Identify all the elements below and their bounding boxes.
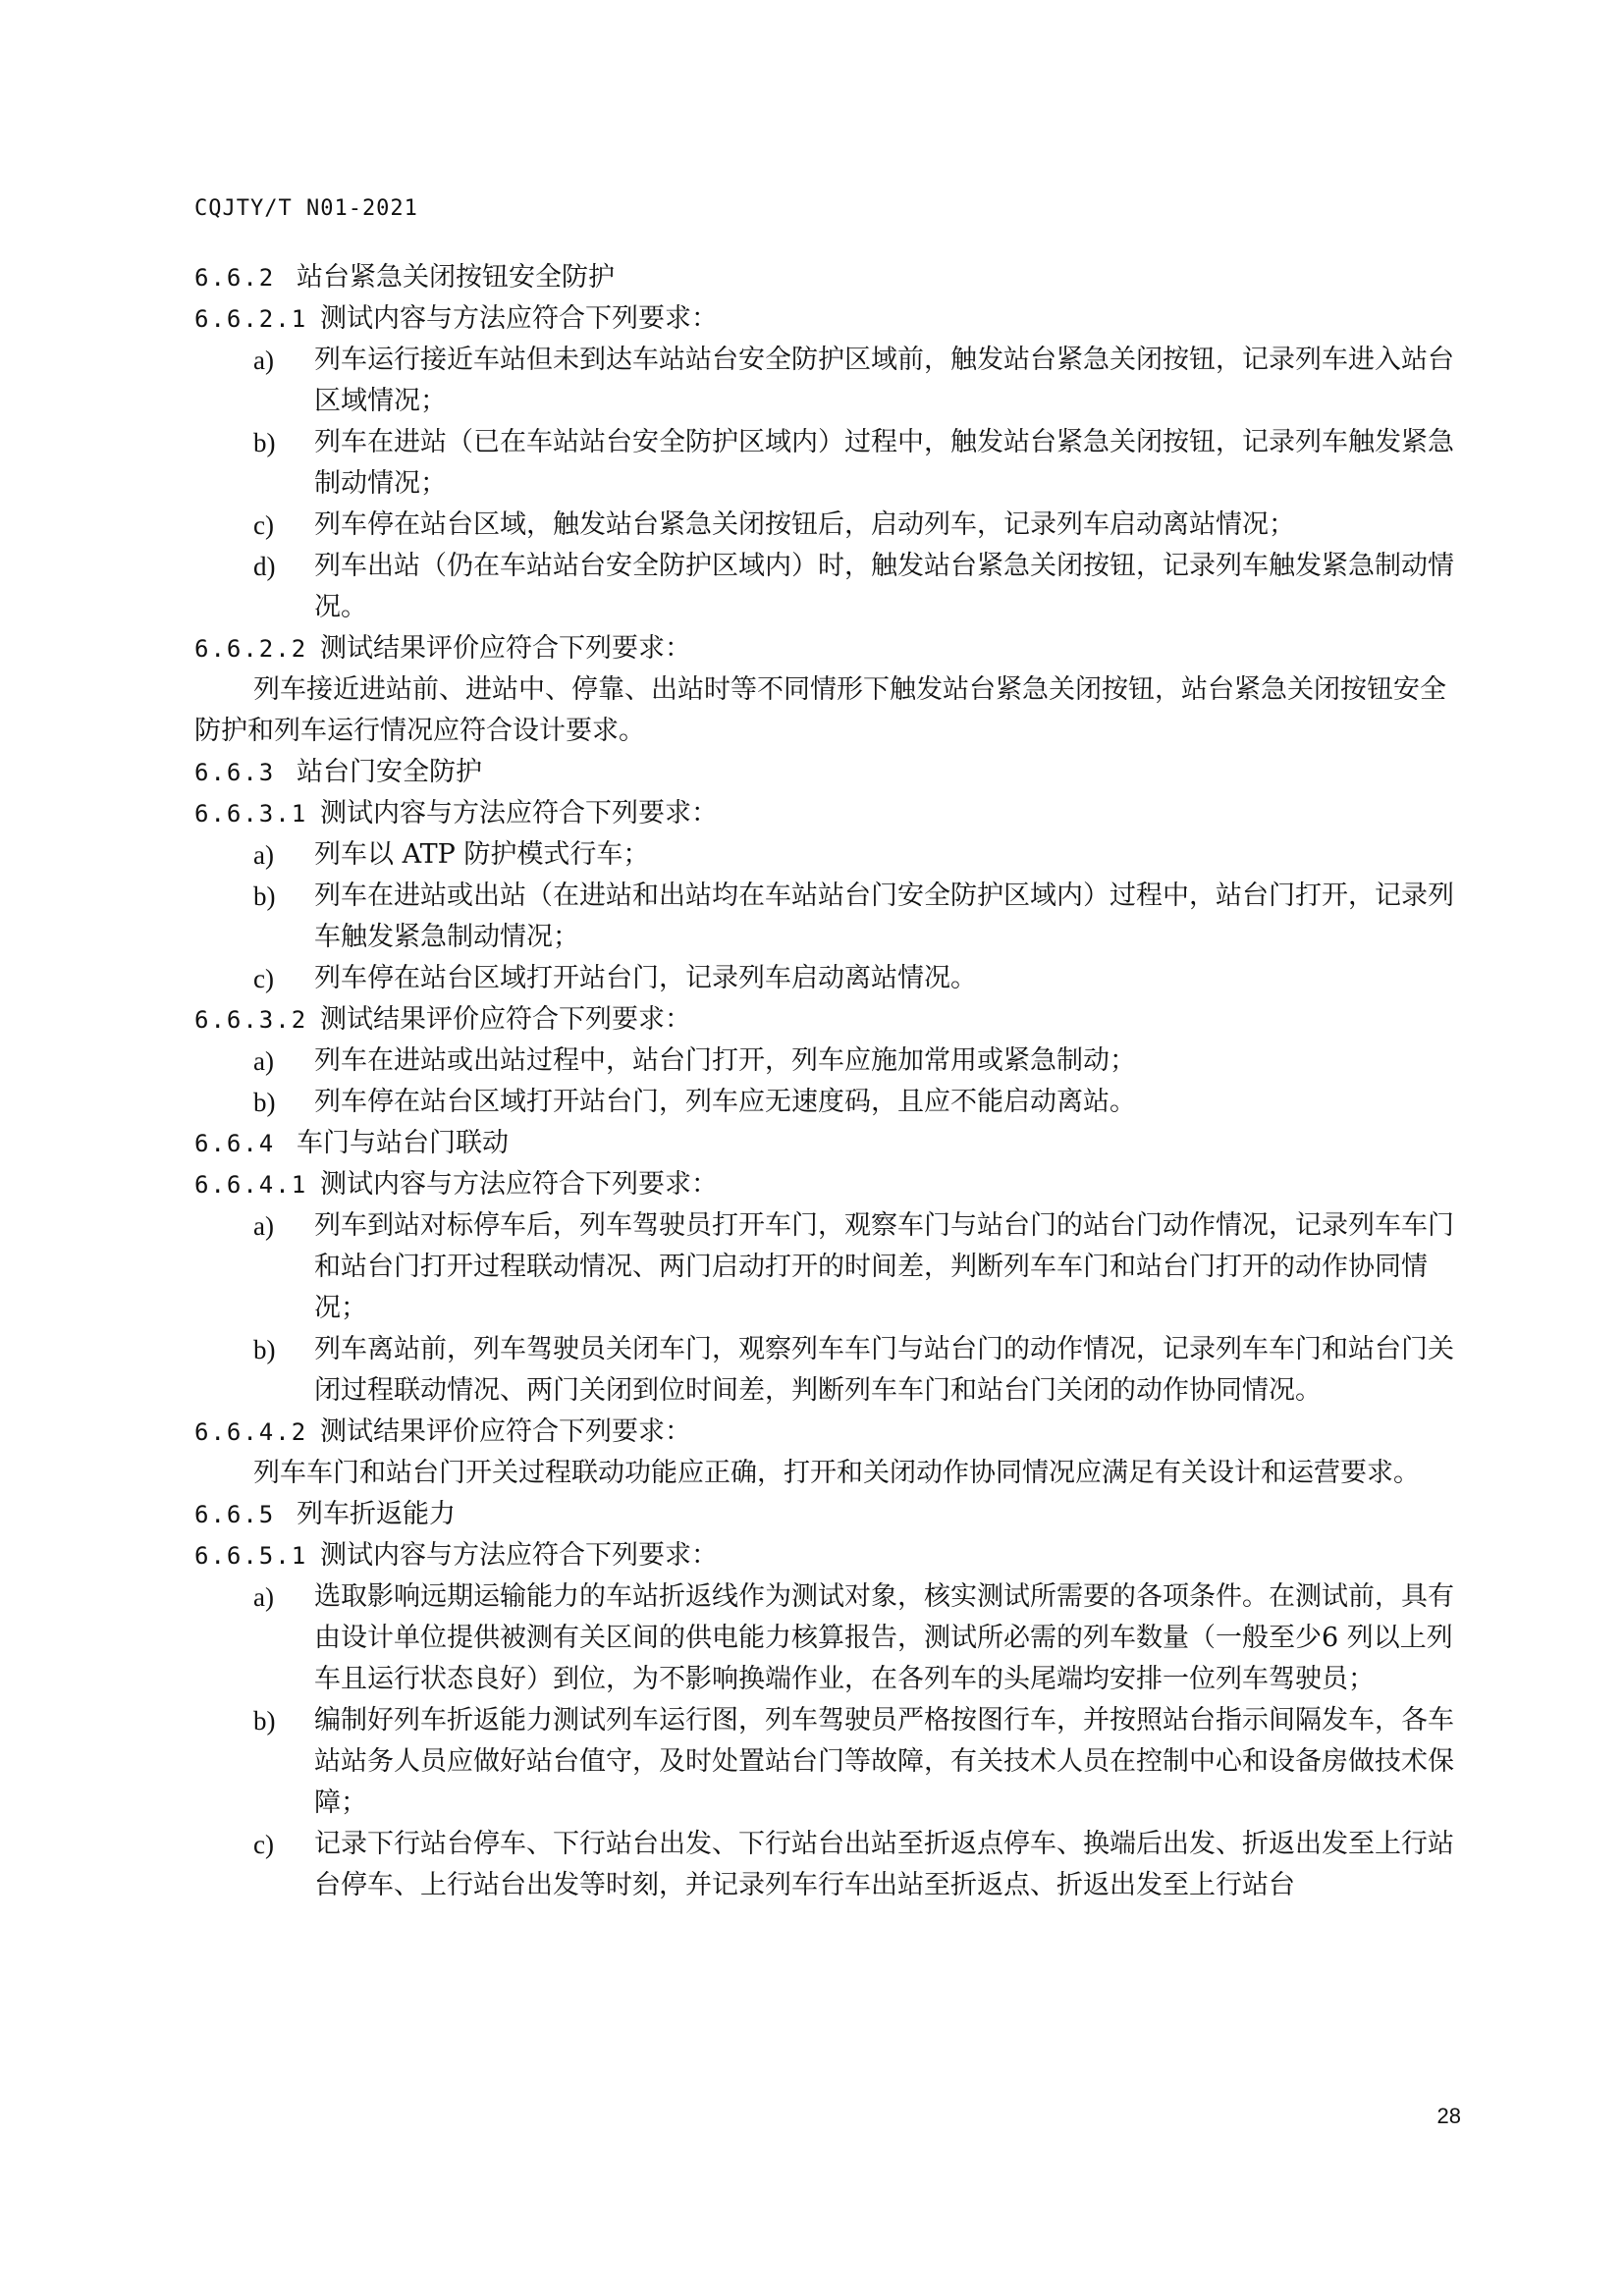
- list-marker: a): [253, 1211, 274, 1241]
- list-text: 列车在进站或出站过程中，站台门打开，列车应施加常用或紧急制动；: [314, 1045, 1136, 1076]
- section-title: 站台门安全防护: [297, 757, 482, 787]
- clause-number: 6.6.2.1: [194, 305, 308, 333]
- list-item: [194, 422, 1461, 505]
- clause-heading: [194, 628, 1461, 669]
- list-item: [194, 958, 1461, 999]
- clause-heading: [194, 793, 1461, 834]
- list-item: [194, 1700, 1461, 1824]
- clause-title: 测试结果评价应符合下列要求：: [320, 633, 691, 664]
- section-heading: [194, 1494, 1461, 1535]
- list-marker: c): [253, 510, 274, 540]
- list-text: 列车离站前，列车驾驶员关闭车门，观察列车车门与站台门的动作情况，记录列车车门和站台门关闭过程联动情况、两门关闭到位时间差，判断列车车门和站台门关闭的动作协同情况。: [314, 1334, 1454, 1406]
- list-marker: c): [253, 964, 274, 993]
- list-item: [194, 505, 1461, 546]
- section-number: 6.6.5: [194, 1501, 276, 1528]
- list-item: [194, 1824, 1461, 1906]
- clause-heading: [194, 1164, 1461, 1205]
- list-marker: b): [253, 1335, 276, 1364]
- list-marker: b): [253, 1706, 276, 1735]
- clause-heading: [194, 999, 1461, 1041]
- list-marker: a): [253, 1582, 274, 1612]
- list-marker: a): [253, 840, 274, 870]
- list-marker: a): [253, 346, 274, 375]
- list-marker: d): [253, 552, 276, 581]
- list-marker: a): [253, 1046, 274, 1076]
- list-text: 编制好列车折返能力测试列车运行图，列车驾驶员严格按图行车，并按照站台指示间隔发车，各车站站务人员应做好站台值守，及时处置站台门等故障，有关技术人员在控制中心和设备房做技术保障；: [314, 1705, 1454, 1818]
- document-code: CQJTY/T N01-2021: [194, 196, 418, 221]
- document-body: [194, 257, 1461, 1906]
- list-text: 列车以 ATP 防护模式行车；: [314, 839, 650, 870]
- clause-number: 6.6.4.1: [194, 1171, 308, 1199]
- list-item: [194, 1576, 1461, 1700]
- section-number: 6.6.2: [194, 264, 276, 292]
- list-text: 列车停在站台区域打开站台门，记录列车启动离站情况。: [314, 963, 977, 993]
- section-heading: [194, 257, 1461, 298]
- clause-title: 测试内容与方法应符合下列要求：: [320, 303, 718, 334]
- section-number: 6.6.3: [194, 759, 276, 786]
- list-item: [194, 546, 1461, 628]
- clause-title: 测试内容与方法应符合下列要求：: [320, 1169, 718, 1200]
- list-marker: b): [253, 428, 276, 457]
- list-text: 列车停在站台区域打开站台门，列车应无速度码，且应不能启动离站。: [314, 1087, 1136, 1117]
- list-text: 列车出站（仍在车站站台安全防护区域内）时，触发站台紧急关闭按钮，记录列车触发紧急制动情况。: [314, 551, 1454, 622]
- list-item: [194, 876, 1461, 958]
- body-paragraph: 列车接近进站前、进站中、停靠、出站时等不同情形下触发站台紧急关闭按钮，站台紧急关闭按钮安全防护和列车运行情况应符合设计要求。: [194, 674, 1446, 746]
- clause-number: 6.6.4.2: [194, 1418, 308, 1446]
- body-paragraph: 列车车门和站台门开关过程联动功能应正确，打开和关闭动作协同情况应满足有关设计和运营要求。: [253, 1458, 1420, 1488]
- list-item: [194, 1329, 1461, 1412]
- clause-heading: [194, 1412, 1461, 1453]
- page-number: 28: [1436, 2104, 1461, 2128]
- clause-number: 6.6.3.2: [194, 1006, 308, 1034]
- clause-title: 测试内容与方法应符合下列要求：: [320, 798, 718, 828]
- clause-number: 6.6.5.1: [194, 1542, 308, 1570]
- list-text: 列车在进站或出站（在进站和出站均在车站站台门安全防护区域内）过程中，站台门打开，记录列车触发紧急制动情况；: [314, 881, 1454, 952]
- clause-number: 6.6.2.2: [194, 635, 308, 663]
- clause-number: 6.6.3.1: [194, 800, 308, 828]
- list-text: 列车运行接近车站但未到达车站站台安全防护区域前，触发站台紧急关闭按钮，记录列车进入站台区域情况；: [314, 345, 1454, 416]
- section-number: 6.6.4: [194, 1130, 276, 1157]
- list-item: [194, 1041, 1461, 1082]
- list-marker: b): [253, 1088, 276, 1117]
- list-item: [194, 1205, 1461, 1329]
- section-title: 车门与站台门联动: [297, 1128, 509, 1158]
- clause-title: 测试结果评价应符合下列要求：: [320, 1416, 691, 1447]
- clause-heading: [194, 298, 1461, 340]
- list-item: [194, 1082, 1461, 1123]
- list-marker: b): [253, 881, 276, 911]
- list-text: 列车到站对标停车后，列车驾驶员打开车门，观察车门与站台门的站台门动作情况，记录列车车门和站台门打开过程联动情况、两门启动打开的时间差，判断列车车门和站台门打开的动作协同情况；: [314, 1210, 1454, 1323]
- list-text: 列车在进站（已在车站站台安全防护区域内）过程中，触发站台紧急关闭按钮，记录列车触发紧急制动情况；: [314, 427, 1454, 499]
- section-title: 站台紧急关闭按钮安全防护: [297, 262, 615, 293]
- clause-title: 测试结果评价应符合下列要求：: [320, 1004, 691, 1035]
- clause-heading: [194, 1535, 1461, 1576]
- section-heading: [194, 752, 1461, 793]
- list-text: 记录下行站台停车、下行站台出发、下行站台出站至折返点停车、换端后出发、折返出发至上行站台停车、上行站台出发等时刻，并记录列车行车出站至折返点、折返出发至上行站台: [314, 1829, 1454, 1900]
- list-item: [194, 834, 1461, 876]
- clause-title: 测试内容与方法应符合下列要求：: [320, 1540, 718, 1571]
- section-title: 列车折返能力: [297, 1499, 456, 1529]
- section-heading: [194, 1123, 1461, 1164]
- list-text: 列车停在站台区域，触发站台紧急关闭按钮后，启动列车，记录列车启动离站情况；: [314, 509, 1295, 540]
- list-marker: c): [253, 1830, 274, 1859]
- list-item: [194, 340, 1461, 422]
- list-text: 选取影响远期运输能力的车站折返线作为测试对象，核实测试所需要的各项条件。在测试前，具有由设计单位提供被测有关区间的供电能力核算报告，测试所必需的列车数量（一般至少6 列以上列车且运行状态良好）到位，为不影响换端作业，在各列车的头尾端均安排一位列车驾驶员；: [314, 1581, 1454, 1694]
